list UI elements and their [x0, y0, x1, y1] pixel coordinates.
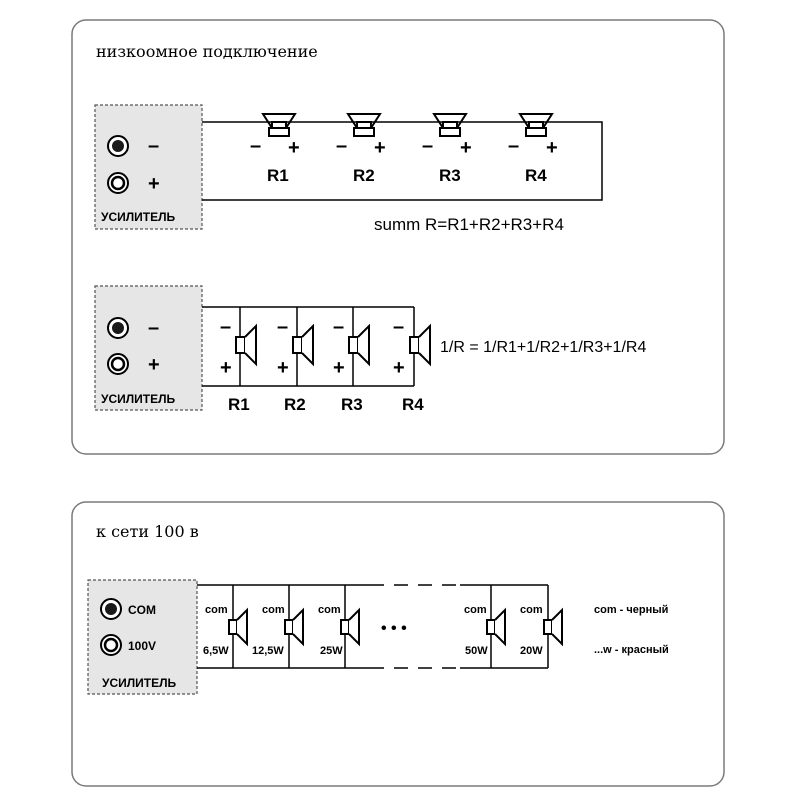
amp-com-label: COM	[128, 603, 156, 617]
series-spk4-plus: +	[546, 137, 558, 159]
series-spk3-plus: +	[460, 137, 472, 159]
series-speaker-label-1: R1	[267, 166, 289, 185]
amp-minus-terminal	[108, 318, 128, 338]
series-spk1-plus: +	[288, 137, 300, 159]
parallel-spk3-minus: –	[333, 316, 345, 338]
amp-minus-label: –	[148, 135, 160, 157]
series-speaker-label-2: R2	[353, 166, 375, 185]
parallel-speaker-label-1: R1	[228, 395, 250, 414]
amp-label: УСИЛИТЕЛЬ	[101, 210, 176, 224]
panel-100v-title: к сети 100 в	[96, 522, 199, 541]
speaker-3-com-label: com	[318, 604, 341, 616]
parallel-spk4-plus: +	[393, 357, 405, 379]
parallel-spk3-plus: +	[333, 357, 345, 379]
amp-label: УСИЛИТЕЛЬ	[102, 676, 177, 690]
amp-minus-terminal	[108, 136, 128, 156]
amp-100v-label: 100V	[128, 639, 157, 653]
parallel-spk1-minus: –	[220, 316, 232, 338]
parallel-spk1-plus: +	[220, 357, 232, 379]
legend-w: ...w - красный	[594, 644, 669, 656]
speaker-1-com-label: com	[205, 604, 228, 616]
speaker-3-power-label: 25W	[320, 645, 343, 657]
series-speaker-label-3: R3	[439, 166, 461, 185]
amp-plus-terminal	[108, 173, 128, 193]
parallel-spk2-minus: –	[277, 316, 289, 338]
speaker-5-com-label: com	[520, 604, 543, 616]
series-spk2-minus: –	[336, 135, 348, 157]
speaker-1-power-label: 6,5W	[203, 645, 229, 657]
series-speaker-label-4: R4	[525, 166, 547, 185]
amp-com-terminal	[101, 599, 121, 619]
series-formula: summ R=R1+R2+R3+R4	[374, 215, 564, 234]
series-spk4-minus: –	[508, 135, 520, 157]
speaker-4-power-label: 50W	[465, 645, 488, 657]
parallel-speaker-label-3: R3	[341, 395, 363, 414]
legend-com: com - черный	[594, 604, 669, 616]
amp-plus-terminal	[108, 354, 128, 374]
series-spk3-minus: –	[422, 135, 434, 157]
panel-low-impedance-title: низкоомное подключение	[96, 42, 318, 61]
speaker-5-power-label: 20W	[520, 645, 543, 657]
amp-plus-label: +	[148, 173, 160, 195]
speaker-2-com-label: com	[262, 604, 285, 616]
parallel-formula: 1/R = 1/R1+1/R2+1/R3+1/R4	[440, 339, 647, 356]
parallel-speaker-label-4: R4	[402, 395, 424, 414]
series-spk1-minus: –	[250, 135, 262, 157]
amp-minus-label: –	[148, 317, 160, 339]
amp-100v-terminal	[101, 635, 121, 655]
series-spk2-plus: +	[374, 137, 386, 159]
parallel-spk2-plus: +	[277, 357, 289, 379]
parallel-speaker-label-2: R2	[284, 395, 306, 414]
amp-label: УСИЛИТЕЛЬ	[101, 392, 176, 406]
parallel-spk4-minus: –	[393, 316, 405, 338]
speaker-4-com-label: com	[464, 604, 487, 616]
ellipsis: • • •	[381, 620, 407, 637]
speaker-2-power-label: 12,5W	[252, 645, 284, 657]
amp-plus-label: +	[148, 354, 160, 376]
